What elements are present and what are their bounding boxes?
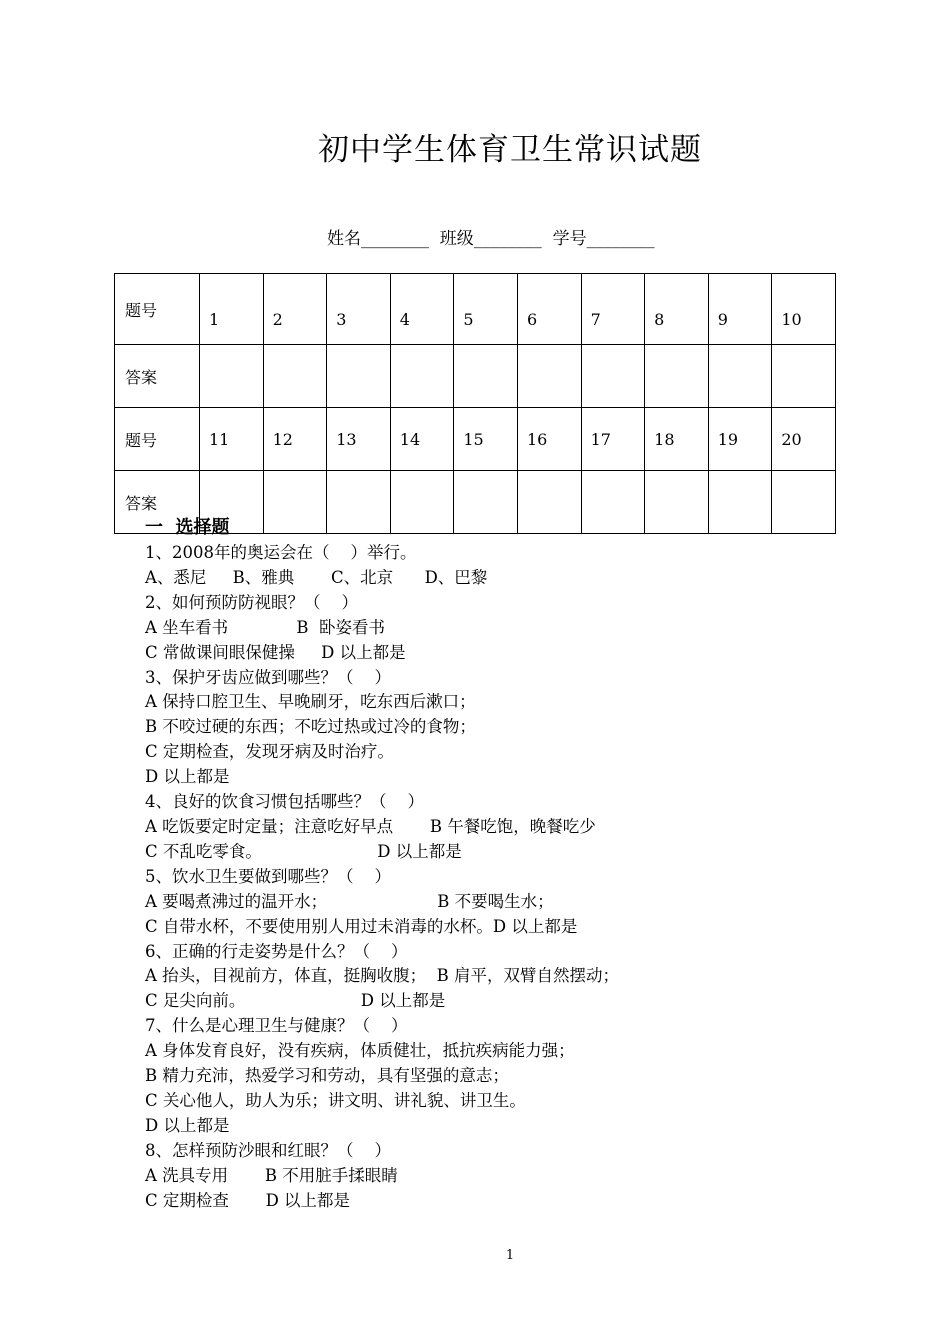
- table-cell: 18: [645, 408, 709, 471]
- table-cell: 15: [454, 408, 518, 471]
- row-header-cell: 答案: [115, 471, 200, 534]
- table-cell: 1: [200, 274, 264, 345]
- question-line: C 足尖向前。 D 以上都是: [145, 991, 446, 1011]
- table-cell: 11: [200, 408, 264, 471]
- table-cell: [581, 345, 645, 408]
- question-line: D 以上都是: [145, 1115, 230, 1135]
- table-cell: 9: [708, 274, 772, 345]
- table-cell: [517, 345, 581, 408]
- table-cell: 10: [772, 274, 836, 345]
- table-cell: [263, 345, 327, 408]
- question-line: 6、正确的行走姿势是什么？（ ）: [145, 941, 408, 961]
- question-line: C 自带水杯，不要使用别人用过未消毒的水杯。D 以上都是: [145, 916, 578, 936]
- table-cell: 16: [517, 408, 581, 471]
- question-line: C 关心他人，助人为乐；讲文明、讲礼貌、讲卫生。: [145, 1090, 526, 1110]
- table-cell: 12: [263, 408, 327, 471]
- student-info-line: 姓名________ 班级________ 学号________: [327, 229, 655, 249]
- table-cell: 14: [390, 408, 454, 471]
- question-line: A 坐车看书 B 卧姿看书: [145, 617, 385, 637]
- question-content: [145, 515, 865, 1213]
- question-line: B 不咬过硬的东西；不吃过热或过冷的食物；: [145, 717, 476, 737]
- answer-row: [115, 345, 836, 408]
- table-cell: 13: [327, 408, 391, 471]
- row-header-cell: 答案: [115, 345, 200, 408]
- row-header-cell: 题号: [115, 274, 200, 345]
- section-title: 一 选择题: [145, 517, 230, 538]
- table-cell: 8: [645, 274, 709, 345]
- question-number-row: [115, 274, 836, 345]
- table-cell: 5: [454, 274, 518, 345]
- table-cell: [708, 345, 772, 408]
- row-header-cell: 题号: [115, 408, 200, 471]
- question-line: D 以上都是: [145, 767, 230, 787]
- page-number: 1: [505, 1248, 515, 1263]
- table-cell: [645, 345, 709, 408]
- question-line: A 抬头，目视前方，体直，挺胸收腹； B 肩平，双臂自然摆动；: [145, 966, 620, 986]
- question-line: 3、保护牙齿应做到哪些？（ ）: [145, 667, 391, 687]
- question-line: B 精力充沛，热爱学习和劳动，具有坚强的意志；: [145, 1066, 509, 1086]
- table-cell: [200, 345, 264, 408]
- table-cell: 19: [708, 408, 772, 471]
- question-line: A、悉尼 B、雅典 C、北京 D、巴黎: [145, 567, 488, 587]
- question-line: C 常做课间眼保健操 D 以上都是: [145, 642, 406, 662]
- table-cell: 7: [581, 274, 645, 345]
- question-line: 7、什么是心理卫生与健康？（ ）: [145, 1016, 408, 1036]
- question-line: 5、饮水卫生要做到哪些？（ ）: [145, 866, 391, 886]
- question-line: A 洗具专用 B 不用脏手揉眼睛: [145, 1165, 398, 1185]
- question-line: 1、2008年的奥运会在（ ）举行。: [145, 543, 417, 562]
- question-line: 8、怎样预防沙眼和红眼？（ ）: [145, 1140, 391, 1160]
- question-line: A 吃饭要定时定量；注意吃好早点 B 午餐吃饱，晚餐吃少: [145, 816, 596, 836]
- table-cell: 4: [390, 274, 454, 345]
- table-cell: 3: [327, 274, 391, 345]
- table-cell: 20: [772, 408, 836, 471]
- question-line: C 定期检查 D 以上都是: [145, 1190, 351, 1210]
- table-cell: [390, 345, 454, 408]
- table-cell: [327, 345, 391, 408]
- table-cell: 17: [581, 408, 645, 471]
- document-title: 初中学生体育卫生常识试题: [318, 132, 702, 168]
- answer-table: [114, 273, 836, 534]
- table-cell: [454, 345, 518, 408]
- question-line: A 要喝煮沸过的温开水； B 不要喝生水；: [145, 891, 554, 911]
- question-lines: [145, 541, 865, 1213]
- question-line: A 身体发育良好，没有疾病，体质健壮，抵抗疾病能力强；: [145, 1041, 575, 1061]
- question-line: 2、如何预防防视眼？（ ）: [145, 592, 358, 612]
- table-cell: 6: [517, 274, 581, 345]
- table-cell: 2: [263, 274, 327, 345]
- question-line: A 保持口腔卫生、早晚刷牙，吃东西后漱口；: [145, 692, 476, 712]
- question-line: 4、良好的饮食习惯包括哪些？（ ）: [145, 792, 424, 812]
- question-line: C 定期检查，发现牙病及时治疗。: [145, 742, 394, 762]
- question-line: C 不乱吃零食。 D 以上都是: [145, 841, 462, 861]
- question-number-row: [115, 408, 836, 471]
- table-cell: [772, 345, 836, 408]
